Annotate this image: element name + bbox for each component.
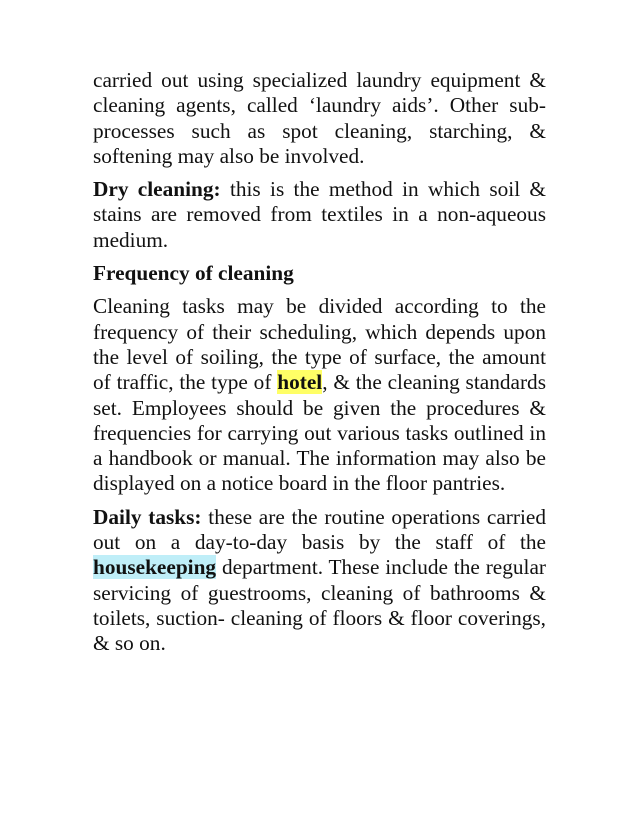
daily-tasks-text-after: department. These include the regular servicing of guestrooms, cleaning of bathrooms & toilets, suction- cleaning of floors & floor coverings, & so on. xyxy=(93,555,546,656)
paragraph-laundry-text: carried out using specialized laundry equipment & cleaning agents, called ‘laundry aids’. Other sub-processes such as spot cleaning, starching, & softening may also be involved. xyxy=(93,68,546,168)
frequency-text-before: Cleaning tasks may be divided according to the frequency of their scheduling, which depends upon the level of soiling, the type of surface, the amount of traffic, the type of xyxy=(93,294,546,395)
paragraph-laundry xyxy=(93,68,546,169)
paragraph-dry-cleaning xyxy=(93,177,546,253)
paragraph-daily-tasks xyxy=(93,505,546,657)
housekeeping-highlight[interactable]: housekeeping xyxy=(93,555,217,580)
paragraph-frequency xyxy=(93,294,546,496)
document-page xyxy=(93,68,546,665)
section-heading: Frequency of cleaning xyxy=(93,261,294,286)
dry-cleaning-term: Dry cleaning: xyxy=(93,177,221,202)
dry-cleaning-text: this is the method in which soil & stains are removed from textiles in a non-aqueous medium. xyxy=(93,177,546,252)
daily-tasks-term: Daily tasks: xyxy=(93,504,202,529)
hotel-highlight[interactable]: hotel xyxy=(277,370,323,395)
daily-tasks-text-before: these are the routine operations carried out on a day-to-day basis by the staff of the xyxy=(93,504,546,555)
frequency-text-after: , & the cleaning standards set. Employees should be given the procedures & frequencies for carrying out various tasks outlined in a handbook or manual. The information may also be displayed on a notice board in the floor pantries. xyxy=(93,370,546,496)
